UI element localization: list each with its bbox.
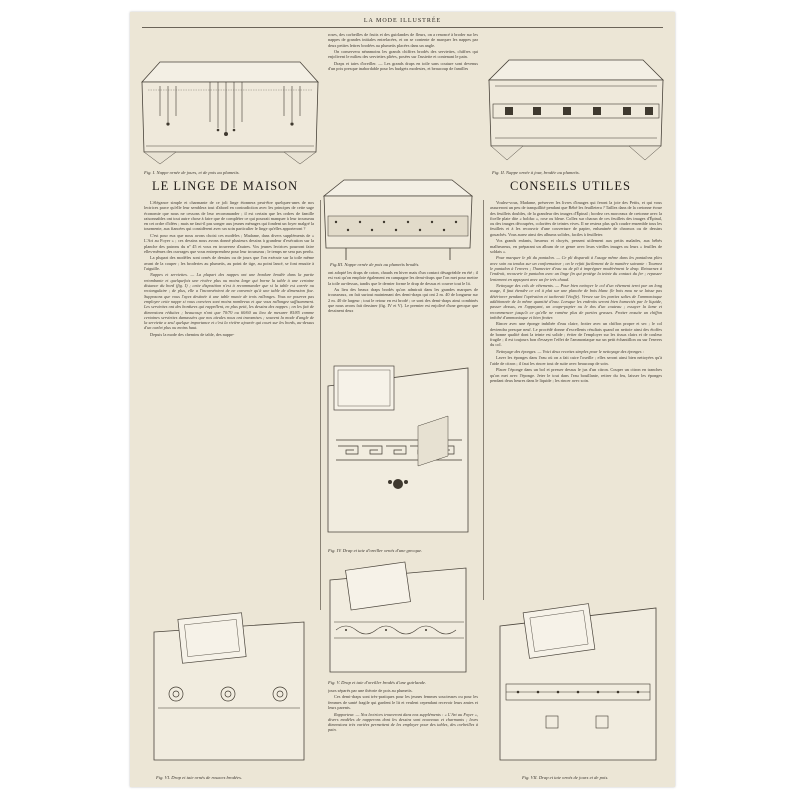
figure-3-tablecloth [318, 172, 478, 264]
text-column-right [490, 200, 662, 600]
tablecloth-illustration [318, 172, 478, 264]
caption-fig-5: Fig. V. Drap et taie d'oreiller brodés d'une guirlande. [328, 680, 427, 685]
figure-7-sheet [486, 600, 668, 772]
paragraph: jours séparés par une théorie de pois au plumetis. [328, 688, 413, 693]
sheet-illustration [486, 600, 668, 772]
sheet-illustration [140, 612, 316, 770]
paragraph: L'élégance simple et charmante de ce joli linge étonnera peut-être quelques-unes de nos lectrices parce qu'elle leur semblera tout d'abord en contradiction avec les principes de cette sage économie que nous ne cessons de leur recommander ; il est certain que les ordres de famille raisonnables ont tout autre chose à faire que de compléter ce qui pourrait manquer à leur trousseau en cet ordre d'idées ; mais ne faut-il pas songer aux jeunes ménages qui fondent un foyer malgré la tourmente, aux fiancées qui considèrent avec un soin particulier le linge qu'elles apporteront ? [144, 200, 314, 232]
paragraph: Placer l'éponge dans un bol et presser dessus le jus d'un citron. Couper un citron en tranches qu'on met avec l'éponge. Jeter le tout dans l'eau bouillante, retirer du feu, laisser les éponges pendant deux heures dans le liquide ; les rincer avec soin. [490, 367, 662, 383]
paragraph: Rincer avec une éponge imbibée d'eau claire, frotter avec un chiffon propre et sec ; le col deviendra presque neuf. Le procédé donne d'excellents résultats quand on nettoie ainsi des étoffes de bonne qualité dont la teinte est solide ; éviter de l'employer sur les tissus clairs et de couleur fragile ; il est toujours bon d'essayer l'effet de l'ammoniaque sur un petit échantillon ou sur l'envers du col. [490, 321, 662, 348]
figure-6-sheet [140, 612, 316, 770]
paragraph: Au lieu des beaux draps brodés qu'on admirait dans les grandes marques de trousseaux, on fait surtout maintenant des demi-draps qui ont 2 m. 40 de longueur sur 2 m. 40 de largeur ; tout le retour en est brodé ; ce sont des demi-draps ainsi combinés que nous avons fait dessiner (fig. IV et V). Le premier est enjolivé d'une grecque que dessinent deux [328, 287, 478, 314]
header-rule [142, 27, 663, 28]
paragraph: Nettoyage des éponges. — Voici deux recettes simples pour le nettoyage des éponges : [496, 348, 645, 354]
paragraph: Pour marquer le pli du pantalon. — Ce pli disparaît à l'usage même dans les pantalons plies avec soin ou tendus sur un conformateur ; on le refait facilement de la manière suivante : Tournez le pantalon à l'envers ; l'humecter d'eau ou de pli à imprégner modérément le drap. Retournez à l'endroit, recouvrir le pantalon avec un linge fin qui protège la teinte du contact du fer ; repasser lentement en appuyant avec un fer très chaud. [490, 255, 662, 282]
paragraph: Laver les éponges dans l'eau où on a fait cuire l'oseille ; elles seront ainsi bien nettoyées qu'à l'aide de citron ; il faut les rincer tout de suite avec beaucoup de soin. [490, 355, 662, 366]
paragraph: On conservera néanmoins les grands chiffres brodés des serviettes, chiffres qui enjolivent le milieu des serviettes pliées, posées sur l'assiette et contenant le pain. [328, 49, 478, 60]
section-title-conseils: CONSEILS UTILES [510, 179, 631, 193]
column-rule [320, 200, 321, 610]
paragraph: Rapporteur. — Nos lectrices trouveront dans nos suppléments : « L'Art au Foyer », divers modèles de napperons dont les dessins sont nouveaux et charmants ; leurs dimensions très variées permettent de les employer pour des tables, des corbeilles à pain. [328, 711, 478, 733]
paragraph: C'est pour eux que nous avons choisi ces modèles ; Madame, dans divers suppléments de « L'Art au Foyer » ; ces dessins nous avons donné plusieurs dessins à grandeur d'exécution sur la planche des patrons du nº 45 et vous en trouverez d'autres. Vos jeunes lectrices pourront faire elles-mêmes des ouvrages que vous entreprendrez pour leur trousseau ; le temps ne sera pas perdu. [144, 232, 314, 254]
caption-fig-4: Fig. IV. Drap et taie d'oreiller ornés d'une grecque. [328, 548, 423, 553]
magazine-page [130, 12, 675, 787]
paragraph: ont adopté les draps de coton, chauds en hiver mais d'un contact désagréable en été ; il est vrai qu'on emploie également en campagne les demi-draps que l'on met pour mettre la toile au-dessus, tandis que le dernier forme le drap de dessus et couvre tout le lit. [328, 270, 478, 286]
text-column-center [328, 270, 478, 354]
caption-fig-7: Fig. VII. Drap et taie ornés de jours et de pois. [522, 775, 609, 780]
paragraph: Depuis la mode des chemins de table, des nappe- [150, 331, 235, 337]
caption-fig-2: Fig. II. Nappe ornée à jour, brodée au plumetis. [492, 170, 580, 175]
paragraph: Nettoyage des cols de vêtements. — Pour bien nettoyer le col d'un vêtement terni par un long usage, il faut étendre ce col à plat sur une planche de bois blanc (le bois mou ne se laisse pas détériorer pendant l'opération et tacherait l'étoffe). Versez sur les parties salies de l'ammoniaque additionnée de la même quantité d'eau. Lorsque les endroits seront bien humectés par le liquide, passer dessus, en l'appuyant, un coupe-papier ou le dos d'un couteau ; essuyer la lame et recommencer jusqu'à ce qu'elle ne ramène plus de parties grasses. Frotter ensuite un chiffon imbibé d'ammoniaque et bien frotter. [490, 283, 662, 320]
figure-1-tablecloth [140, 34, 323, 169]
column-rule [483, 200, 484, 600]
figure-4-sheet [318, 356, 478, 546]
paragraph: Voulez-vous, Madame, préserver les livres d'images qui feront la joie des Petits, et qui vous assureront un peu de tranquillité pendant que Bébé les feuilletera ? Taillez dans de la cretonne écrue des feuillets doubles, de la grandeur des images d'Épinal ; bordez ces morceaux de cretonne avec la ficelle plate dite « bolduc », rose ou bleue. Collez sur chacun de ces feuillets des images d'Épinal, ou des images découpées, coloriées de teintes vives. Il ne restera plus qu'à coudre ensemble tous les feuillets et à les recouvrir d'une couverture de papier, enluminée de chromos ou de dessins gouachés. Vous aurez ainsi des albums solides, faciles à feuilleter. [490, 200, 662, 237]
caption-fig-3: Fig.III. Nappe ornée de pois au plumetis brodés. [330, 262, 420, 267]
paragraph: Nappes et serviettes. — La plupart des nappes ont une bordure brodée dans la partie retombante et quelquefois une rivière plus ou moins large qui borne la table à une certaine distance du bord (fig. I) ; cette disposition n'est à recommander que si la table est carrée ou rectangulaire ; de plus, elle a l'inconvénient de ne convenir qu'à une table de dimension fixe. Supposons que vous l'ayez destinée à une table munie de trois rallonges. Vous ne pourrez pas employer cette nappe si vous convives sont moins nombreux et que vous rallongez suffisamment. Les serviettes ont des bordures qui rappellent, en plus petit, les dessins des nappes ; on les fait de dimensions réduites ; beaucoup n'ont que 70/70 ou 60/60 au lieu de mesurer 85/85 comme certaines serviettes damassées que nos aïeules nous ont transmises ; souvent la mode d'angle de la serviette a seul quelque importance et c'est la rivière ajourée qui court sur les bords, au-dessus d'un ourlet plus ou moins haut. [144, 272, 314, 331]
paragraph: roses, des corbeilles de fruits et des guirlandes de fleurs, on a renoncé à broder sur les nappes de grandes initiales entrelacées, et on se contente de marquer les nappes par deux petites lettres brodées au plumetis placées dans un angle. [328, 32, 478, 48]
running-head: LA MODE ILLUSTRÉE [363, 18, 442, 24]
section-title-linge: LE LINGE DE MAISON [152, 179, 299, 193]
text-column-left [144, 200, 314, 608]
paragraph: La plupart des modèles sont ornés de dessins ou de jours que l'on exécute sur la toile même avant de la couper ; les broderies au plumetis, au point de tige, au point lancé, se font ensuite à l'aiguille. [144, 255, 314, 271]
caption-fig-6: Fig. VI. Drap et taie ornés de rosaces brodées. [156, 775, 243, 780]
figure-2-tablecloth [485, 38, 668, 168]
tablecloth-illustration [485, 38, 668, 168]
paragraph: Draps et taies d'oreiller. — Les grands draps en toile sans couture sont devenus d'un prix presque inabordable pour les budgets modestes, et beaucoup de familles [328, 60, 478, 72]
text-column-top-center [328, 32, 478, 172]
text-column-bottom-center [328, 688, 478, 782]
caption-fig-1: Fig. I. Nappe ornée de jours, et de pois au plumetis. [144, 170, 240, 175]
figure-5-sheet [318, 560, 478, 680]
tablecloth-illustration [140, 34, 323, 169]
sheet-illustration [318, 560, 478, 680]
sheet-illustration [318, 356, 478, 546]
paragraph: Vos grands enfants, heureux et choyés, pensent utilement aux petits malades, aux bébés malheureux, en préparant un album de ce genre avec leurs vieilles images ou leurs « feuilles de soldats ». [490, 238, 662, 254]
paragraph: Ces demi-draps sont très-pratiques pour les jeunes femmes soucieuses ou pour les femmes de santé fragile qui gardent le lit et veulent cependant recevoir leurs amies et leurs parents. [328, 694, 478, 711]
